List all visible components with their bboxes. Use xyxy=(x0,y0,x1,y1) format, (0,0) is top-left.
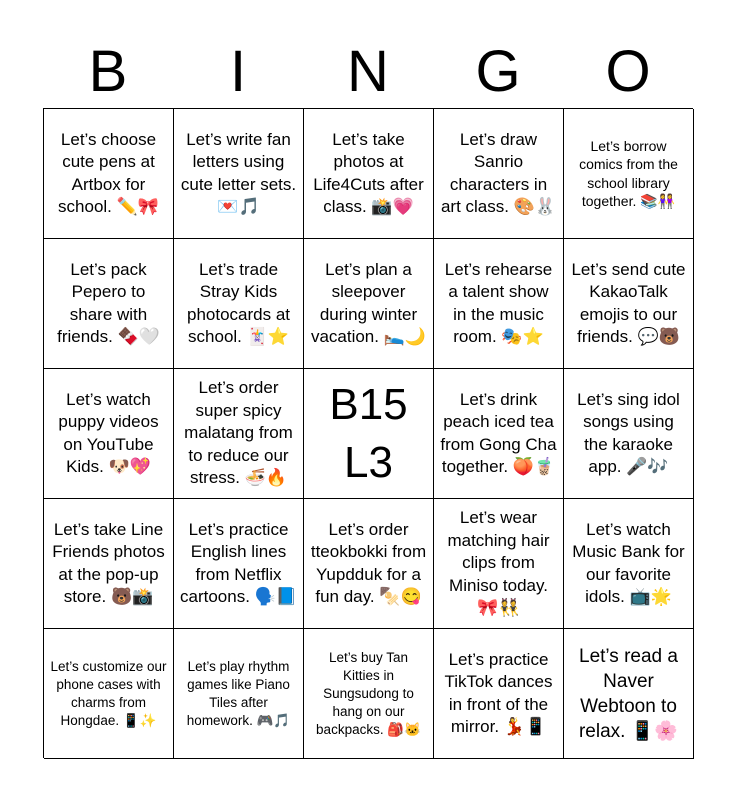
bingo-cell-r5-c4[interactable]: Let’s practice TikTok dances in front of the mirror. 💃📱 xyxy=(434,629,564,759)
bingo-cell-r2-c4[interactable]: Let’s rehearse a talent show in the music room. 🎭⭐ xyxy=(434,239,564,369)
bingo-cell-r4-c1[interactable]: Let’s take Line Friends photos at the pop-up store. 🐻📸 xyxy=(44,499,174,629)
header-letter-g: G xyxy=(475,39,521,104)
bingo-cell-r2-c5[interactable]: Let’s send cute KakaoTalk emojis to our friends. 💬🐻 xyxy=(564,239,694,369)
bingo-cell-r3-c4[interactable]: Let’s drink peach iced tea from Gong Cha together. 🍑🧋 xyxy=(434,369,564,499)
bingo-cell-r5-c1[interactable]: Let’s customize our phone cases with charms from Hongdae. 📱✨ xyxy=(44,629,174,759)
bingo-cell-r1-c3[interactable]: Let’s take photos at Life4Cuts after class. 📸💗 xyxy=(304,109,434,239)
bingo-cell-r4-c2[interactable]: Let’s practice English lines from Netflix cartoons. 🗣️📘 xyxy=(174,499,304,629)
bingo-cell-r5-c5[interactable]: Let’s read a Naver Webtoon to relax. 📱🌸 xyxy=(564,629,694,759)
bingo-cell-r4-c3[interactable]: Let’s order tteokbokki from Yupdduk for a fun day. 🍢😋 xyxy=(304,499,434,629)
bingo-cell-r2-c2[interactable]: Let’s trade Stray Kids photocards at school. 🃏⭐ xyxy=(174,239,304,369)
bingo-cell-r3-c1[interactable]: Let’s watch puppy videos on YouTube Kids. 🐶💖 xyxy=(44,369,174,499)
bingo-grid xyxy=(43,108,693,758)
bingo-cell-r1-c5[interactable]: Let’s borrow comics from the school library together. 📚👭 xyxy=(564,109,694,239)
bingo-cell-r3-c2[interactable]: Let’s order super spicy malatang from to reduce our stress. 🍜🔥 xyxy=(174,369,304,499)
bingo-cell-r5-c2[interactable]: Let’s play rhythm games like Piano Tiles after homework. 🎮🎵 xyxy=(174,629,304,759)
bingo-cell-r4-c5[interactable]: Let’s watch Music Bank for our favorite idols. 📺🌟 xyxy=(564,499,694,629)
bingo-cell-r1-c1[interactable]: Let’s choose cute pens at Artbox for school. ✏️🎀 xyxy=(44,109,174,239)
bingo-cell-r1-c4[interactable]: Let’s draw Sanrio characters in art class. 🎨🐰 xyxy=(434,109,564,239)
bingo-cell-r4-c4[interactable]: Let’s wear matching hair clips from Miniso today. 🎀👯 xyxy=(434,499,564,629)
bingo-cell-r2-c3[interactable]: Let’s plan a sleepover during winter vacation. 🛌🌙 xyxy=(304,239,434,369)
header-letter-i: I xyxy=(229,39,247,104)
header-letter-o: O xyxy=(605,39,651,104)
bingo-cell-r3-c5[interactable]: Let’s sing idol songs using the karaoke app. 🎤🎶 xyxy=(564,369,694,499)
bingo-header xyxy=(43,36,693,108)
header-letter-b: B xyxy=(88,39,128,104)
bingo-free-space-card-id: B15 L3 xyxy=(304,369,434,499)
bingo-cell-r1-c2[interactable]: Let’s write fan letters using cute letter sets. 💌🎵 xyxy=(174,109,304,239)
bingo-cell-r5-c3[interactable]: Let’s buy Tan Kitties in Sungsudong to hang on our backpacks. 🎒🐱 xyxy=(304,629,434,759)
bingo-cell-r2-c1[interactable]: Let’s pack Pepero to share with friends. 🍫🤍 xyxy=(44,239,174,369)
header-letter-n: N xyxy=(347,39,389,104)
